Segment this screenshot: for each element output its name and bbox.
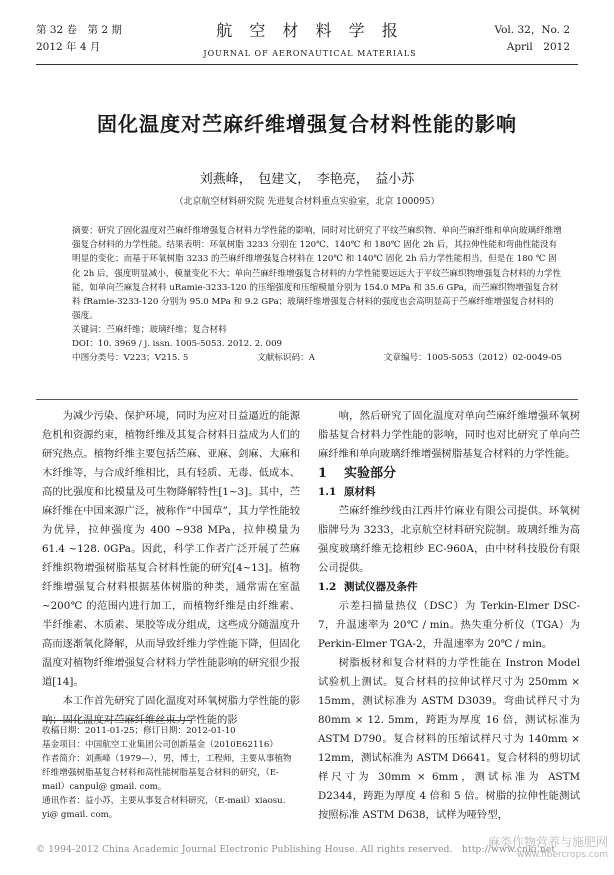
- subsection-title: 原材料: [344, 486, 376, 498]
- intro-continuation: 响，然后研究了固化温度对单向苎麻纤维增强环氧树脂基复合材料力学性能的影响，同时也对比研究了单向苎麻纤维和单向玻璃纤维增强树脂基复合材料的力学性能。: [318, 410, 580, 460]
- journal-title-en: JOURNAL OF AERONAUTICAL MATERIALS: [203, 49, 417, 58]
- corresponding-author: 通讯作者：益小苏，主要从事复合材料研究，（E-mail）xiaosu. yi@ gmail. com。: [42, 796, 286, 820]
- header-right: [494, 22, 570, 56]
- intro-paragraph-2: 本工作首先研究了固化温度对环氧树脂力学性能的影响；固化温度对苎麻纤维丝束力学性能的影: [42, 695, 300, 726]
- watermark-url: www.fibercrops.com: [517, 850, 608, 860]
- article-number: 文章编号：1005-5053（2012）02-0049-05: [383, 353, 562, 364]
- subsection-heading-materials: [318, 483, 580, 502]
- left-column: [42, 407, 300, 730]
- section-heading: [318, 464, 580, 483]
- clc-number: 中图分类号：V223；V215. 5: [72, 353, 189, 364]
- received-date: 收稿日期：2011-01-25；修订日期：2012-01-10: [42, 726, 236, 736]
- volume-issue-cn: 第 32 卷 第 2 期: [36, 24, 122, 36]
- section-title: 实验部分: [344, 466, 397, 481]
- fund-info: 基金项目：中国航空工业集团公司创新基金（2010E62116）: [42, 740, 278, 750]
- footnotes: [42, 724, 300, 822]
- classification-row: [72, 351, 562, 365]
- watermark-text: 麻类作物营养与施肥网: [487, 835, 608, 849]
- site-watermark: [488, 836, 608, 862]
- header-divider: [36, 64, 578, 65]
- author-bio: 作者简介：刘燕峰（1979—），男，博士，工程师，主要从事植物纤维增强树脂基复合材料和高性能树脂基复合材料的研究，（E-mail）canpul@ gmail. com。: [42, 754, 292, 792]
- materials-paragraph: 苎麻纤维纱线由江西井竹麻业有限公司提供。环氧树脂牌号为 3233，北京航空材料研究院制。玻璃纤维为高强度玻璃纤维无捻粗纱 EC-960A，由中材科技股份有限公司提供。: [318, 505, 580, 574]
- section-number: 1: [318, 466, 328, 481]
- subsection-number: 1.2: [318, 581, 337, 593]
- document-code: 文献标识码：A: [257, 353, 315, 364]
- keywords: 关键词：苎麻纤维；玻璃纤维；复合材料: [72, 325, 227, 336]
- subsection-heading-instruments: [318, 578, 580, 597]
- subsection-number: 1.1: [318, 486, 337, 498]
- affiliation: （北京航空材料研究院 先进复合材料重点实验室，北京 100095）: [174, 197, 440, 207]
- subsection-title: 测试仪器及条件: [344, 581, 418, 593]
- intro-paragraph-1: 为减少污染、保护环境，同时为应对日益逼近的能源危机和资源约束，植物纤维及其复合材料日益成为人们的研究热点。植物纤维主要包括苎麻、亚麻、剑麻、大麻和木纤维等，与合成纤维相比，具有轻质、无毒、低成本、高的比强度和比模量及可生物降解特性[1~3]。其中，苎麻纤维在中国来源广泛，被称作“中国草”，其力学性能较为优异，拉伸强度为 400 ~938 MPa，拉伸模量为 61.4 ~128. 0GPa。因此，科学工作者广泛开展了苎麻纤维织物增强树脂基复合材料性能的研究[4~13]。植物纤维增强复合材料根据基体树脂的种类，通常需在室温 ~200℃ 的范围内进行加工，而植物纤维是由纤维素、半纤维素、木质素、果胶等成分组成，这些成分随温度升高而逐渐氧化降解，从而导致纤维力学性能下降，但固化温度对植物纤维增强复合材料力学性能影响的研究很少报道[14]。: [42, 410, 300, 688]
- paper-title: 固化温度对苎麻纤维增强复合材料性能的影响: [97, 112, 517, 136]
- date-cn: 2012 年 4 月: [36, 41, 101, 53]
- header-left: [36, 22, 122, 56]
- footnote-divider: [42, 720, 192, 721]
- abstract-block: [72, 224, 562, 365]
- volume-issue-en: Vol. 32，No. 2: [494, 24, 570, 36]
- doi: DOI：10. 3969 / j. issn. 1005-5053. 2012. 2. 009: [72, 339, 283, 350]
- instruments-paragraph-1: 示差扫描量热仪（DSC）为 Terkin-Elmer DSC-7，升温速率为 20℃ / min。热失重分析仪（TGA）为 Perkin-Elmer TGA-2，升温速率为 20℃ / min。: [318, 600, 580, 650]
- right-column: [318, 407, 580, 825]
- instruments-paragraph-2: 树脂板材和复合材料的力学性能在 Instron Model 试验机上测试。复合材料的拉伸试样尺寸为 250mm × 15mm，测试标准为 ASTM D3039。弯曲试样尺寸为 80mm × 12. 5mm，跨距为厚度 16 倍，测试标准为 ASTM D790。复合材料的压缩试样尺寸为 140mm × 12mm，测试标准为 ASTM D6641。复合材料的剪切试样尺寸为 30mm × 6mm，测试标准为 ASTM D2344，跨距为厚度 4 倍和 5 倍。树脂的拉伸性能测试按照标准 ASTM D638，试样为哑铃型，: [318, 657, 580, 821]
- author-list: 刘燕峰， 包建文， 李艳亮， 益小苏: [199, 172, 415, 187]
- abstract-divider: [36, 399, 578, 400]
- date-en: April 2012: [506, 41, 570, 53]
- copyright-footer: © 1994-2012 China Academic Journal Electronic Publishing House. All rights reserved. http://www.cnki.net: [36, 845, 556, 855]
- abstract-text: 摘要：研究了固化温度对苎麻纤维增强复合材料力学性能的影响，同时对比研究了平纹苎麻织物、单向苎麻纤维和单向玻璃纤维增强复合材料的力学性能。结果表明：环氧树脂 3233 分别在 120℃、140℃ 和 180℃ 固化 2h 后，其拉伸性能和弯曲性能没有明显的变化；而基于环氧树脂 3233 的苎麻纤维增强复合材料在 120℃ 和 140℃ 固化 2h 后力学性能相当，但是在 180 ℃ 固化 2h 后，强度明显减小，模量变化不大；单向苎麻纤维增强复合材料的力学性能要远远大于平纹苎麻织物增强复合材料的力学性能，如单向苎麻复合材料 uRamie-3233-120 的压缩强度和压缩模量分别为 154.0 MPa 和 35.6 GPa，而苎麻织物增强复合材料 fRamie-3233-120 分别为 95.0 MPa 和 9.2 GPa；玻璃纤维增强复合材料的强度也会高明显高于苎麻纤维增强复合材料的强度。: [72, 226, 562, 322]
- header-center: [190, 20, 430, 60]
- journal-title-cn: 航 空 材 料 学 报: [216, 21, 404, 40]
